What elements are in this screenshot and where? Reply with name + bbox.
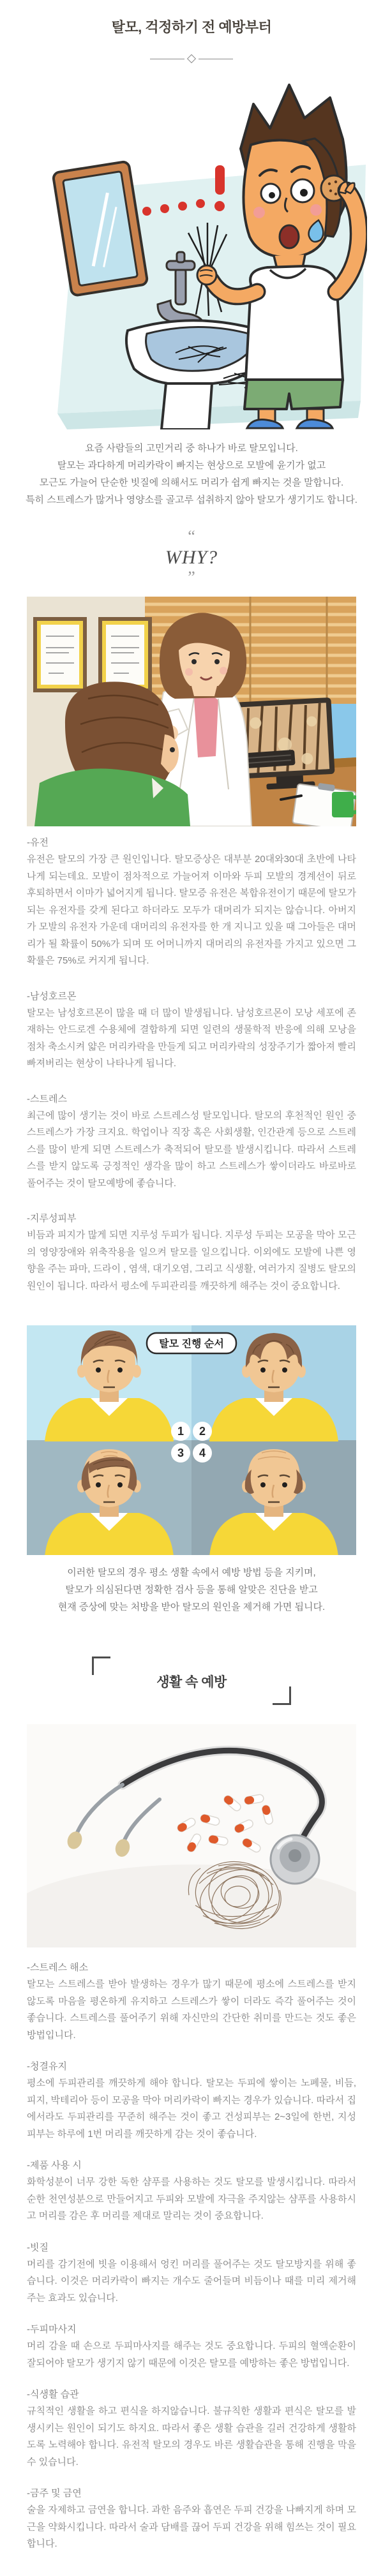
tip-section-combing bbox=[27, 2239, 356, 2307]
clinic-illustration bbox=[0, 597, 383, 826]
bathroom-illustration-svg bbox=[16, 78, 367, 429]
cause-heading: -남성호르몬 bbox=[27, 990, 77, 1002]
diamond-divider bbox=[150, 56, 233, 62]
conclusion-line: 탈모가 의심된다면 정확한 검사 등을 통해 알맞은 진단을 받고 bbox=[65, 1584, 318, 1595]
intro-line: 탈모는 과다하게 머리카락이 빠지는 현상으로 모발에 윤기가 없고 bbox=[57, 460, 326, 471]
stethoscope-photo-svg bbox=[27, 1724, 356, 1947]
tip-section-cleanliness bbox=[27, 2058, 356, 2143]
tip-section-diet-habits bbox=[27, 2386, 356, 2471]
cause-heading: -지루성피부 bbox=[27, 1213, 77, 1224]
tip-heading: -금주 및 금연 bbox=[27, 2488, 82, 2499]
cause-heading: -유전 bbox=[27, 837, 49, 848]
tip-heading: -제품 사용 시 bbox=[27, 2160, 82, 2171]
progress-step-2: 2 bbox=[199, 1425, 206, 1438]
intro-line: 특히 스트레스가 많거나 영양소를 골고루 섭취하지 않아 탈모가 생기기도 합니다. bbox=[26, 495, 357, 505]
why-section bbox=[0, 527, 383, 586]
tip-section-no-alcohol-smoking bbox=[27, 2485, 356, 2553]
tip-heading: -청결유지 bbox=[27, 2061, 67, 2072]
conclusion-line: 이러한 탈모의 경우 평소 생활 속에서 예방 방법 등을 지키며, bbox=[67, 1567, 316, 1578]
cause-body: 유전은 탈모의 가장 큰 원인입니다. 탈모증상은 대부분 20대와30대 초반에 나타나게 되는데요. 모발이 점차적으로 가늘어져 이마와 두피 모발의 경계선이 뒤로 후퇴하면서 이마가 넓어지게 됩니다. 탈모증 유전은 복합유전이기 때문에 탈모가 되는 유전자를 갖게 된다고 하더라도 모두가 대머리가 되지는 않습니다. 아버지가 모발의 유전자 가운데 대머리의 유전자를 한 개 지니고 있을 때 그아들은 대머리가 될 확률이 50%가 되며 또 어머니까지 대머리의 유전자를 가지고 있으면 그 확률은 75%로 커지게 됩니다. bbox=[27, 854, 356, 966]
tip-section-product-use bbox=[27, 2157, 356, 2225]
tip-body: 화학성분이 너무 강한 독한 샴푸를 사용하는 것도 탈모를 발생시킵니다. 따라서 순한 천연성분으로 만들어지고 두피와 모발에 자극을 주지않는 샴푸를 사용하시고 머리를 감은 후 머리를 제대로 말리는 것이 중요합니다. bbox=[27, 2177, 356, 2221]
tip-section-stress-relief bbox=[27, 1959, 356, 2044]
conclusion-line: 현재 증상에 맞는 처방을 받아 탈모의 원인을 제거해 가면 됩니다. bbox=[57, 1602, 326, 1612]
progress-step-4: 4 bbox=[199, 1447, 206, 1459]
tip-heading: -빗질 bbox=[27, 2242, 49, 2253]
tip-heading: -두피마사지 bbox=[27, 2324, 77, 2335]
cause-section-stress bbox=[27, 1091, 356, 1193]
progress-step-1: 1 bbox=[177, 1425, 184, 1438]
diamond-icon bbox=[187, 54, 196, 63]
tip-body: 머리 감을 때 손으로 두피마사지를 해주는 것도 중요합니다. 두피의 혈액순환이 잘되어야 탈모가 생기지 않기 때문에 이것은 탈모를 예방하는 좋은 방법입니다. bbox=[27, 2341, 356, 2369]
progress-caption: 탈모 진행 순서 bbox=[159, 1339, 224, 1350]
page-title: 탈모, 걱정하기 전 예방부터 bbox=[111, 19, 272, 35]
corner-bracket-bottom-right-icon bbox=[273, 1686, 291, 1705]
cause-section-seborrheic-skin bbox=[27, 1210, 356, 1295]
progress-illustration-svg bbox=[27, 1325, 356, 1555]
cause-section-genetics bbox=[27, 834, 356, 970]
conclusion-paragraph bbox=[0, 1564, 383, 1616]
open-quote: “ bbox=[188, 527, 195, 546]
why-title: WHY? bbox=[165, 547, 218, 568]
tip-body: 평소에 두피관리를 깨끗하게 해야 합니다. 탈모는 두피에 쌓이는 노폐물, 비듬, 피지, 박테리아 등이 모공을 막아 머리카락이 빠지는 경우가 있습니다. 따라서 집에서라도 두피관리를 꾸준히 해주는 것이 좋고 건성피부는 2~3일에 한번, 지성피부는 하루에 1번 머리를 깨끗하게 감는 것이 좋습니다. bbox=[27, 2078, 356, 2140]
tip-body: 술을 자제하고 금연을 합니다. 과한 음주와 흡연은 두피 건강을 나빠지게 하며 모근을 약화시킵니다. 따라서 술과 담배를 끊어 두피 건강을 위해 힘쓰는 것이 필요합니다. bbox=[27, 2505, 356, 2549]
intro-line: 요즘 사람들의 고민거리 중 하나가 바로 탈모입니다. bbox=[85, 443, 298, 454]
clinic-illustration-svg bbox=[27, 597, 356, 826]
close-quote: ” bbox=[188, 568, 195, 586]
progress-illustration bbox=[0, 1325, 383, 1555]
prevention-header bbox=[92, 1657, 291, 1705]
tip-body: 탈모는 스트레스를 받아 발생하는 경우가 많기 때문에 평소에 스트레스를 받지 않도록 마음을 평온하게 유지하고 스트레스가 쌓이 더라도 즉각 풀어주는 것이 좋습니다. 스트레스를 풀어주기 위해 자신만의 간단한 취미를 만드는 것도 좋은 방법입니다. bbox=[27, 1979, 356, 2041]
cause-body: 비듬과 피지가 많게 되면 지루성 두피가 됩니다. 지루성 두피는 모공을 막아 모근의 영양장애와 위축작용을 일으켜 탈모를 일으킵니다. 이외에도 모발에 나쁜 영향을 주는 파마, 드라이 , 염색, 대기오염, 그리고 식생활, 여러가지 질병도 탈모의 원인이 됩니다. 따라서 평소에 두피관리를 깨끗하게 해주는 것이 중요합니다. bbox=[27, 1230, 356, 1292]
causes-section bbox=[27, 834, 356, 1295]
intro-line: 모근도 가늘어 단순한 빗질에 의해서도 머리가 쉽게 빠지는 것을 말합니다. bbox=[39, 477, 344, 488]
cause-body: 최근에 많이 생기는 것이 바로 스트레스성 탈모입니다. 탈모의 후천적인 원인 중 스트레스가 가장 크지요. 학업이나 직장 혹은 사회생활, 인간관계 등으로 스트레스를 많이 받게 되면 스트레스가 축적되어 탈모를 발생시킵니다. 따라서 스트레스를 받지 않도록 긍정적인 생각을 많이 하고 스트레스가 쌓이더라도 바로바로 풀어주는 것이 탈모예방에 좋습니다. bbox=[27, 1110, 356, 1189]
stethoscope-photo bbox=[0, 1724, 383, 1947]
cause-body: 탈모는 남성호르몬이 많을 때 더 많이 발생됩니다. 남성호르몬이 모낭 세포에 존재하는 안드로겐 수용체에 결합하게 되면 일련의 생물학적 반응에 의해 모낭을 점차 축소시켜 얇은 머리카락을 만들게 되고 머리카락의 성장주기가 짧아져 빨리 빠져버리는 현상이 나타나게 됩니다. bbox=[27, 1007, 356, 1069]
prevention-tips bbox=[27, 1959, 356, 2576]
tip-body: 머리를 감기전에 빗을 이용해서 엉킨 머리를 풀어주는 것도 탈모방지를 위해 좋습니다. 이것은 머리카락이 빠지는 개수도 줄어들며 비듬이나 때를 미리 제거해주는 효과도 있습니다. bbox=[27, 2258, 356, 2304]
tip-section-scalp-massage bbox=[27, 2321, 356, 2372]
cause-section-hormone bbox=[27, 988, 356, 1073]
intro-paragraph bbox=[0, 440, 383, 509]
cause-heading: -스트레스 bbox=[27, 1093, 67, 1105]
bathroom-illustration bbox=[0, 78, 383, 429]
tip-heading: -식생활 습관 bbox=[27, 2389, 79, 2400]
progress-step-3: 3 bbox=[177, 1447, 184, 1459]
tip-body: 규칙적인 생활을 하고 편식을 하지않습니다. 불규칙한 생활과 편식은 탈모를 발생시키는 원인이 되기도 하지요. 따라서 좋은 생활 습관을 길러 건강하게 생활하도록 노력해야 합니다. 유전적 탈모의 경우도 바른 생활습관을 통해 진행을 막을 수 있습니다. bbox=[27, 2406, 356, 2468]
prevention-title: 생활 속 예방 bbox=[156, 1675, 227, 1690]
tip-heading: -스트레스 해소 bbox=[27, 1962, 89, 1973]
